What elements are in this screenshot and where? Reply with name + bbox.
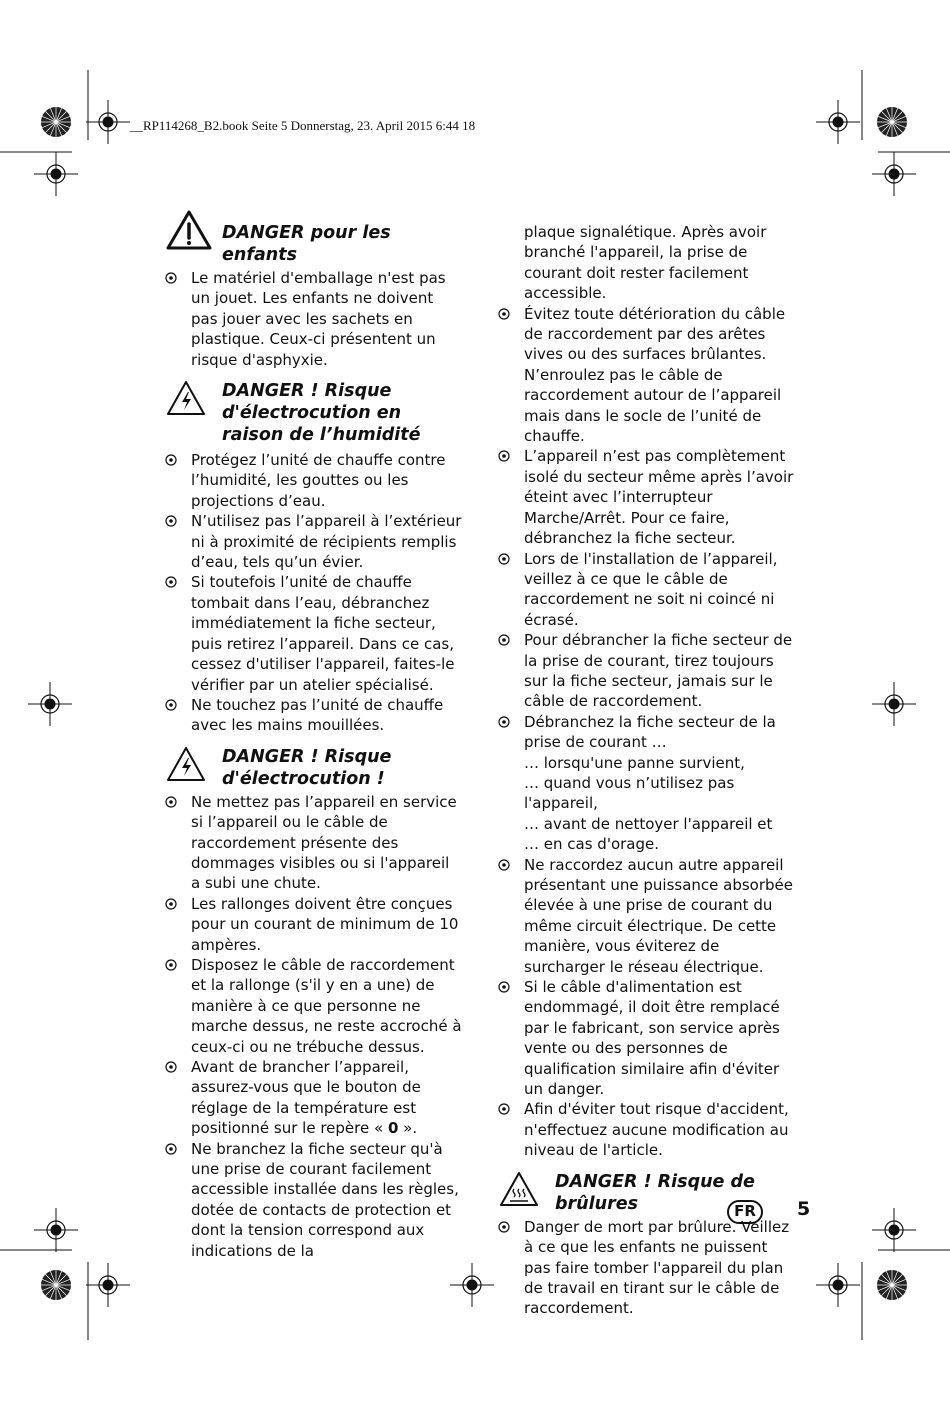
section-title: DANGER pour les enfants <box>222 223 391 265</box>
electrocution-warning-list <box>162 792 462 1261</box>
list-item-text: Le matériel d'emballage n'est pas un jouet. Les enfants ne doivent pas jouer avec les sachets en plastique. Ceux-ci présentent un risque d'asphyxie. <box>191 269 446 369</box>
unplug-case: … en cas d'orage. <box>524 835 659 854</box>
bullet-icon <box>165 898 177 910</box>
page-number: 5 <box>797 1198 811 1220</box>
list-item-text: Évitez toute détérioration du câble de raccordement par des arêtes vives ou des surfaces brûlantes. N’enroulez pas le câble de raccordement autour de l’appareil mais dans le socle de l’unité de chauffe. <box>524 304 786 446</box>
section-heading-children <box>162 222 462 266</box>
bullet-icon <box>165 454 177 466</box>
right-column <box>495 222 795 1329</box>
bullet-icon <box>498 308 510 320</box>
list-item-text: Ne mettez pas l’appareil en service si l’appareil ou le câble de raccordement présente des dommages visibles ou si l'appareil a subi une chute. <box>191 792 457 893</box>
electric-hazard-icon <box>166 746 206 782</box>
bullet-icon <box>498 634 510 646</box>
bullet-icon <box>165 959 177 971</box>
list-item <box>495 712 795 855</box>
list-item <box>162 511 462 572</box>
bullet-icon <box>498 450 510 462</box>
bullet-icon <box>165 1061 177 1073</box>
unplug-case: … avant de nettoyer l'appareil et <box>524 814 773 833</box>
list-item-text: Afin d'éviter tout risque d'accident, n'effectuez aucune modification au niveau de l'article. <box>524 1100 789 1160</box>
unplug-cases-list <box>495 753 795 855</box>
list-item-text-suffix: ». <box>398 1119 418 1138</box>
bullet-icon <box>498 553 510 565</box>
list-item <box>495 630 795 712</box>
list-item-text: Danger de mort par brûlure. Veillez à ce que les enfants ne puissent pas faire tomber l'appareil du plan de travail en tirant sur le câble de raccordement. <box>524 1217 790 1318</box>
list-item <box>162 955 462 1057</box>
list-item <box>162 1139 462 1261</box>
list-item-text: L’appareil n’est pas complètement isolé du secteur même après l’avoir éteint avec l’interrupteur Marche/Arrêt. Pour ce faire, débranchez la fiche secteur. <box>524 447 794 548</box>
bullet-icon <box>498 716 510 728</box>
list-item <box>162 792 462 894</box>
list-item-text: Si toutefois l’unité de chauffe tombait dans l’eau, débranchez immédiatement la fiche secteur, puis retirez l’appareil. Dans ce cas, cessez d'utiliser l'appareil, faites-le vérifier par un atelier spécialisé. <box>191 573 455 694</box>
list-item-text: Lors de l'installation de l’appareil, veillez à ce que le câble de raccordement ne soit ni coincé ni écrasé. <box>524 549 778 629</box>
bullet-icon <box>165 699 177 711</box>
language-badge: FR <box>727 1200 763 1224</box>
list-item <box>495 1217 795 1319</box>
humidity-warning-list <box>162 450 462 736</box>
unplug-case: … quand vous n’utilisez pas l'appareil, <box>524 773 735 813</box>
list-item-text: Ne branchez la fiche secteur qu'à une prise de courant facilement accessible installée dans les règles, dotée de contacts de protection et dont la tension correspond aux indications de la <box>191 1139 459 1260</box>
hot-surface-icon <box>499 1171 539 1207</box>
bullet-icon <box>165 515 177 527</box>
children-warning-list <box>162 268 462 370</box>
bullet-icon <box>165 1143 177 1155</box>
section-title: DANGER ! Risque d'électrocution en raison de l’humidité <box>222 381 421 446</box>
list-item-text: Disposez le câble de raccordement et la rallonge (s'il y en a une) de manière à ce que personne ne marche dessus, ne reste accroché à ceux-ci ou ne trébuche dessus. <box>191 955 462 1056</box>
list-item <box>162 572 462 694</box>
continued-paragraph: plaque signalétique. Après avoir branché l'appareil, la prise de courant doit rester facilement accessible. <box>524 223 767 303</box>
list-item <box>495 446 795 548</box>
list-item-text: Les rallonges doivent être conçues pour un courant de minimum de 10 ampères. <box>191 894 459 954</box>
list-item-text: Pour débrancher la fiche secteur de la prise de courant, tirez toujours sur la fiche secteur, jamais sur le câble de raccordement. <box>524 631 793 711</box>
list-item <box>495 1099 795 1160</box>
list-item-text: Ne raccordez aucun autre appareil présentant une puissance absorbée élevée à une prise de courant du même circuit électrique. De cette manière, vous éviterez de surcharger le réseau électrique. <box>524 855 793 976</box>
print-header: __RP114268_B2.book Seite 5 Donnerstag, 23. April 2015 6:44 18 <box>130 118 476 133</box>
burns-warning-list <box>495 1217 795 1319</box>
list-item-text: Ne touchez pas l’unité de chauffe avec les mains mouillées. <box>191 695 444 735</box>
section-heading-electrocution <box>162 746 462 790</box>
bullet-icon <box>498 859 510 871</box>
bullet-icon <box>165 272 177 284</box>
bullet-icon <box>165 796 177 808</box>
list-item <box>495 855 795 977</box>
list-item <box>495 304 795 447</box>
section-heading-humidity <box>162 380 462 446</box>
list-item-text: Protégez l’unité de chauffe contre l’humidité, les gouttes ou les projections d’eau. <box>191 451 446 510</box>
bullet-icon <box>165 576 177 588</box>
list-item-text: Avant de brancher l’appareil, assurez-vous que le bouton de réglage de la température est positionné sur le repère « <box>191 1058 421 1138</box>
list-item <box>495 977 795 1099</box>
section-title: DANGER ! Risque d'électrocution ! <box>222 746 392 789</box>
unplug-case: … lorsqu'une panne survient, <box>524 753 745 772</box>
temperature-marker: 0 <box>387 1119 399 1138</box>
section-title: DANGER ! Risque de brûlures <box>555 1171 755 1214</box>
list-item-text: Débranchez la fiche secteur de la prise de courant … <box>524 712 776 752</box>
list-item <box>162 450 462 511</box>
list-item <box>162 1057 462 1139</box>
warning-icon <box>166 210 212 250</box>
left-column <box>162 222 462 1271</box>
list-item <box>495 549 795 631</box>
bullet-icon <box>498 1221 510 1233</box>
list-item <box>162 894 462 955</box>
list-item-text: N’utilisez pas l’appareil à l’extérieur ni à proximité de récipients remplis d’eau, tels qu’un évier. <box>191 512 462 572</box>
list-item <box>162 695 462 736</box>
list-item-text: Si le câble d'alimentation est endommagé, il doit être remplacé par le fabricant, son service après vente ou des personnes de qualification similaire afin d'éviter un danger. <box>524 978 780 1099</box>
bullet-icon <box>498 981 510 993</box>
electrocution-warning-list-cont <box>495 304 795 1161</box>
bullet-icon <box>498 1103 510 1115</box>
list-item <box>162 268 462 370</box>
electric-hazard-icon <box>166 380 206 416</box>
